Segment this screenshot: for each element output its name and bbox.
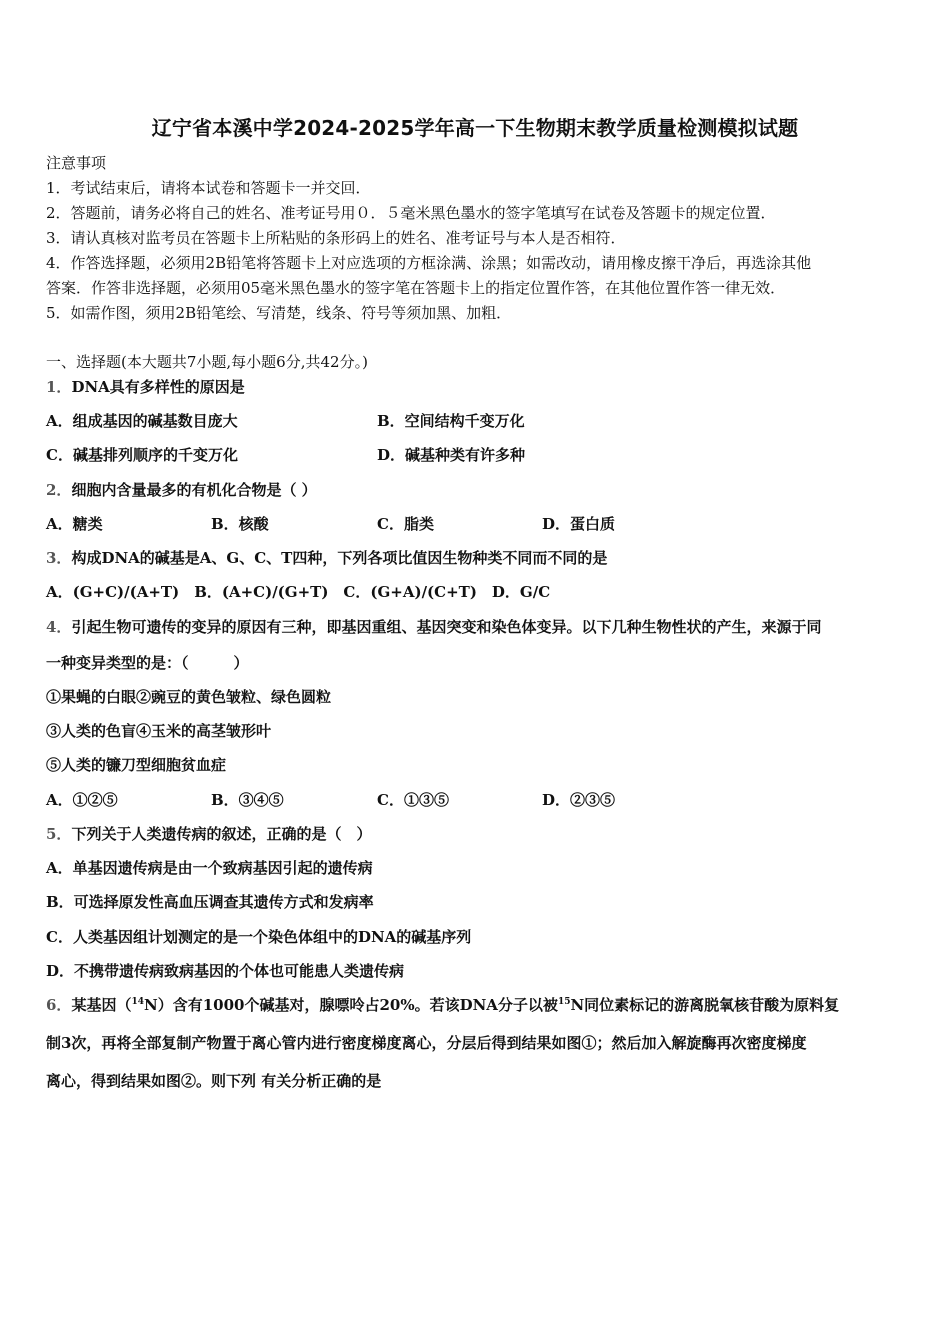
question-number: 2． — [46, 481, 72, 499]
question-number: 3． — [46, 549, 72, 567]
page-title: 辽宁省本溪中学2024-2025学年高一下生物期末教学质量检测模拟试题 — [151, 116, 799, 140]
question-number: 5． — [46, 825, 72, 843]
question-6-line-3: 离心，得到结果如图②。则下列 有关分析正确的是 — [46, 1072, 382, 1090]
q2-option-a: A．糖类 — [46, 515, 103, 533]
q5-option-a: A．单基因遗传病是由一个致病基因引起的遗传病 — [46, 859, 373, 877]
notice-item-2: 2．答题前，请务必将自己的姓名、准考证号用０．５毫米黑色墨水的签字笔填写在试卷及答题卡的规定位置． — [46, 204, 776, 222]
question-text: DNA具有多样性的原因是 — [71, 378, 245, 396]
question-text-pre: 某基因（ — [71, 996, 132, 1014]
section-heading: 一、选择题(本大题共7小题,每小题6分,共42分。) — [46, 353, 368, 371]
question-6-line-2: 制3次，再将全部复制产物置于离心管内进行密度梯度离心，分层后得到结果如图①；然后加入解旋酶再次密度梯度 — [46, 1034, 807, 1052]
notice-heading: 注意事项 — [46, 154, 107, 172]
question-1 — [46, 376, 245, 397]
q4-statement-3: ⑤人类的镰刀型细胞贫血症 — [46, 756, 227, 774]
notice-item-5: 5．如需作图，须用2B铅笔绘、写清楚，线条、符号等须加黑、加粗． — [46, 304, 512, 322]
question-3 — [46, 547, 607, 568]
q2-option-b: B．核酸 — [211, 515, 269, 533]
question-number: 6． — [46, 996, 72, 1014]
question-text: 构成DNA的碱基是A、G、C、T四种，下列各项比值因生物种类不同而不同的是 — [71, 549, 608, 567]
q3-options: A．(G+C)/(A+T) B．(A+C)/(G+T) C．(G+A)/(C+T) D．G/C — [46, 583, 551, 601]
q4-option-b: B．③④⑤ — [211, 791, 284, 809]
notice-item-1: 1．考试结束后，请将本试卷和答题卡一并交回． — [46, 179, 371, 197]
isotope-superscript: 15 — [557, 997, 571, 1007]
q1-option-b: B．空间结构千变万化 — [377, 412, 525, 430]
notice-item-3: 3．请认真核对监考员在答题卡上所粘贴的条形码上的姓名、准考证号与本人是否相符． — [46, 229, 626, 247]
q4-option-d: D．②③⑤ — [542, 791, 616, 809]
question-2 — [46, 479, 317, 500]
question-text-mid: N）含有1000个碱基对，腺嘌呤占20%。若该DNA分子以被 — [143, 996, 558, 1014]
notice-item-4: 4．作答选择题，必须用2B铅笔将答题卡上对应选项的方框涂满、涂黑；如需改动，请用橡皮擦干净后，再选涂其他 — [46, 254, 812, 272]
q5-option-c: C．人类基因组计划测定的是一个染色体组中的DNA的碱基序列 — [46, 928, 472, 946]
isotope-superscript: 14 — [131, 997, 144, 1007]
q2-option-c: C．脂类 — [377, 515, 434, 533]
q4-option-a: A．①②⑤ — [46, 791, 118, 809]
q4-statement-2: ③人类的色盲④玉米的高茎皱形叶 — [46, 722, 272, 740]
question-text: 细胞内含量最多的有机化合物是（ ） — [71, 481, 317, 499]
q4-statement-1: ①果蝇的白眼②豌豆的黄色皱粒、绿色圆粒 — [46, 688, 332, 706]
question-text: 引起生物可遗传的变异的原因有三种，即基因重组、基因突变和染色体变异。以下几种生物性状的产生，来源于同 — [71, 618, 822, 636]
q1-option-a: A．组成基因的碱基数目庞大 — [46, 412, 238, 430]
q4-option-c: C．①③⑤ — [377, 791, 449, 809]
question-text: 下列关于人类遗传病的叙述，正确的是（ ） — [71, 825, 372, 843]
question-6 — [46, 994, 839, 1015]
question-4-cont: 一种变异类型的是：（ ） — [46, 654, 249, 672]
question-number: 1． — [46, 378, 72, 396]
q1-option-d: D．碱基种类有许多种 — [377, 446, 526, 464]
question-text-post: N同位素标记的游离脱氧核苷酸为原料复 — [570, 996, 840, 1014]
question-number: 4． — [46, 618, 72, 636]
q1-option-c: C．碱基排列顺序的千变万化 — [46, 446, 238, 464]
q5-option-b: B．可选择原发性高血压调查其遗传方式和发病率 — [46, 893, 374, 911]
question-5 — [46, 823, 371, 844]
question-4 — [46, 616, 821, 637]
notice-item-4-cont: 答案．作答非选择题，必须用05毫米黑色墨水的签字笔在答题卡上的指定位置作答，在其他位置作答一律无效． — [46, 279, 786, 297]
q2-option-d: D．蛋白质 — [542, 515, 616, 533]
q5-option-d: D．不携带遗传病致病基因的个体也可能患人类遗传病 — [46, 962, 405, 980]
